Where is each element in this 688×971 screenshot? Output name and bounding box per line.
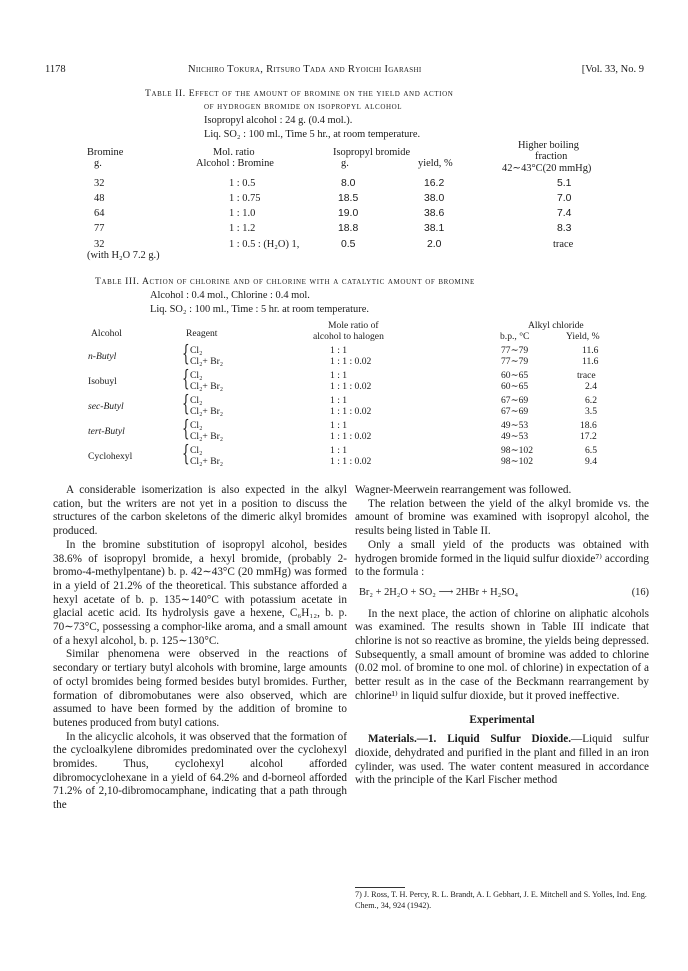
t2-header-isopropyl-g: g. (341, 158, 349, 169)
t2-cell-yield: 38.0 (424, 193, 445, 204)
table-2-note2: Liq. SO₂ : 100 ml., Time 5 hr., at room temperature. (204, 129, 421, 140)
paragraph: Wagner-Meerwein rearrangement was followed. (355, 484, 572, 496)
paragraph: In the next place, the action of chlorine on aliphatic alcohols was examined. The results shown in Table III indicate that chlorine is not so reactive as bromine, the yields being depressed. Subsequently, a small amount of bromine was added to chlorine (0.02 mol. of bromine to one mol. of chlorine) in expectation of a better result as in the case of the Beckmann rearrangement by chlorine¹⁾ in liquid sulfur dioxide, but it proved ineffective. (355, 607, 649, 702)
brace-icon: { (182, 342, 190, 367)
t3-mole-ratio: 1 : 1 (330, 445, 348, 456)
equation-formula: Br₂ + 2H₂O + SO₂ ⟶ 2HBr + H₂SO₄ (359, 586, 519, 598)
t2-cell-higher: 5.1 (557, 178, 572, 189)
paragraph: A considerable isomerization is also expected in the alkyl cation, but the writers are not yet in a position to discuss the structures of the carbon skeletons of the dimeric alkyl bromides produced. (53, 484, 347, 538)
t2-header-higher1: Higher boiling (518, 140, 579, 151)
t3-bp: 67∼69 (501, 406, 529, 417)
t3-header-reagent: Reagent (186, 328, 218, 339)
t3-yield: 3.5 (585, 406, 597, 417)
brace-icon: { (182, 367, 190, 392)
t3-mole-ratio: 1 : 1 : 0.02 (330, 356, 372, 367)
t3-mole-ratio: 1 : 1 : 0.02 (330, 381, 372, 392)
t3-reagent: Cl₂+ Br₂ (190, 406, 224, 417)
t2-cell-higher: trace (553, 239, 574, 250)
footnote: 7) J. Ross, T. H. Percy, R. L. Brandt, A. I. Gebhart, J. E. Mitchell and S. Yolles, Ind. Eng. Chem., 34, 924 (1942). (355, 890, 647, 910)
t3-yield: 6.2 (585, 395, 597, 406)
t2-header-bromine-unit: g. (94, 158, 102, 169)
t2-cell-yield: 16.2 (424, 178, 445, 189)
t3-reagent: Cl₂ (190, 345, 203, 356)
t3-bp: 98∼102 (501, 456, 534, 467)
t3-bp: 67∼69 (501, 395, 529, 406)
t3-yield: 18.6 (580, 420, 597, 431)
t3-header-mole2: alcohol to halogen (313, 331, 384, 342)
t3-reagent: Cl₂ (190, 370, 203, 381)
table-2-note1: Isopropyl alcohol : 24 g. (0.4 mol.). (204, 115, 353, 126)
t2-header-mol-ratio: Mol. ratio (213, 147, 255, 158)
t3-alcohol: tert-Butyl (88, 426, 125, 437)
t3-reagent: Cl₂+ Br₂ (190, 456, 224, 467)
paragraph: Only a small yield of the products was obtained with hydrogen bromide formed in the liquid sulfur dioxide⁷⁾ according to the formula : (355, 538, 649, 579)
t3-mole-ratio: 1 : 1 (330, 345, 348, 356)
paragraph: In the bromine substitution of isopropyl alcohol, besides 38.6% of isopropyl bromide, a hexyl bromide, (probably 2-bromo-4-methylpentane) b. p. 42∼43°C (20 mmHg) was formed in a yield of 21.2% of the theoretical. This substance afforded a hexyl acetate of b. p. 135∼140°C with potassium acetate in glacial acetic acid. Its hydrolysis gave a hexene, C₆H₁₂, b. p. 70∼73°C, possessing a comphor-like aroma, and a small amount of a hexyl alcohol, b. p. 125∼130°C. (53, 538, 347, 647)
section-heading: Experimental (469, 713, 535, 726)
t3-bp: 60∼65 (501, 370, 529, 381)
t3-mole-ratio: 1 : 1 : 0.02 (330, 406, 372, 417)
t3-mole-ratio: 1 : 1 : 0.02 (330, 456, 372, 467)
materials-lead: Materials.—1. Liquid Sulfur Dioxide. (368, 733, 572, 746)
t2-cell-bromine: 48 (94, 193, 105, 204)
t2-cell-bromine: 32 (94, 239, 105, 250)
left-column (53, 484, 347, 813)
paragraph (355, 733, 649, 788)
paragraph: Similar phenomena were observed in the reactions of secondary or tertiary butyl alcohols with bromine, large amounts of octyl bromides being formed besides butyl bromides. Further, formation of dibromobutanes were also observed, which are assumed to have been formed by the addition of bromine to butenes produced from butyl cations. (53, 648, 347, 729)
t2-cell-higher: 7.4 (557, 208, 572, 219)
equation-number: (16) (631, 586, 649, 598)
t2-cell-bromine: 64 (94, 208, 105, 219)
t3-bp: 60∼65 (501, 381, 529, 392)
right-column (355, 484, 649, 788)
t2-cell-yield: 38.6 (424, 208, 445, 219)
t2-cell-g: 18.8 (338, 223, 359, 234)
t2-row-note: (with H₂O 7.2 g.) (87, 250, 160, 261)
t2-header-bromine: Bromine (87, 147, 124, 158)
brace-icon: { (182, 442, 190, 467)
t2-cell-bromine: 32 (94, 178, 105, 189)
t2-cell-bromine: 77 (94, 223, 105, 234)
t2-cell-ratio: 1 : 0.5 : (H₂O) 1, (229, 239, 300, 250)
t2-cell-ratio: 1 : 1.2 (229, 223, 256, 234)
brace-icon: { (182, 417, 190, 442)
t3-alcohol: n-Butyl (88, 351, 117, 362)
t3-yield: 11.6 (582, 356, 599, 367)
t3-mole-ratio: 1 : 1 (330, 395, 348, 406)
t2-header-higher3: 42∼43°C(20 mmHg) (502, 163, 592, 174)
table-2-caption-line2: of hydrogen bromide on isopropyl alcohol (204, 101, 403, 112)
t2-cell-g: 19.0 (338, 208, 359, 219)
t3-header-bp: b.p., °C (500, 331, 530, 342)
table-3-caption: Table III. Action of chlorine and of chlorine with a catalytic amount of bromine (95, 276, 475, 287)
t3-bp: 77∼79 (501, 356, 529, 367)
t2-header-isopropyl: Isopropyl bromide (333, 147, 411, 158)
t3-alcohol: Isobuyl (88, 376, 117, 387)
t2-cell-g: 18.5 (338, 193, 359, 204)
t2-cell-g: 8.0 (341, 178, 356, 189)
t2-header-mol-ratio-sub: Alcohol : Bromine (196, 158, 274, 169)
t2-cell-yield: 38.1 (424, 223, 445, 234)
t3-yield: trace (577, 370, 596, 381)
volume-info: [Vol. 33, No. 9 (581, 64, 644, 75)
t3-bp: 77∼79 (501, 345, 529, 356)
paragraph: The relation between the yield of the alkyl bromide vs. the amount of bromine was examined with isopropyl alcohol, the results being listed in Table II. (355, 497, 649, 538)
t3-yield: 2.4 (585, 381, 597, 392)
paragraph: In the alicyclic alcohols, it was observed that the formation of the cycloalkylene dibromides predominated over the cyclohexyl bromides. Thus, cyclohexyl alcohol afforded dibromocyclohexane in a yield of 64.2% and d-borneol afforded 71.2% of 2,10-dibromocamphane, indicating that a path through the (53, 730, 347, 812)
t3-header-alkyl: Alkyl chloride (528, 320, 584, 331)
t3-yield: 11.6 (582, 345, 599, 356)
t3-alcohol: sec-Butyl (88, 401, 124, 412)
running-authors: Niichiro Tokura, Ritsuro Tada and Ryoichi Igarashi (188, 64, 422, 75)
t3-yield: 9.4 (585, 456, 597, 467)
t3-bp: 49∼53 (501, 420, 529, 431)
t3-bp: 98∼102 (501, 445, 534, 456)
equation-16 (355, 586, 649, 600)
t3-bp: 49∼53 (501, 431, 529, 442)
t3-reagent: Cl₂ (190, 395, 203, 406)
t3-alcohol: Cyclohexyl (88, 451, 133, 462)
t2-cell-ratio: 1 : 1.0 (229, 208, 256, 219)
page-number: 1178 (45, 64, 66, 75)
t3-reagent: Cl₂+ Br₂ (190, 381, 224, 392)
t3-header-mole1: Mole ratio of (328, 320, 379, 331)
t3-reagent: Cl₂ (190, 445, 203, 456)
materials-text: —Liquid sulfur dioxide, dehydrated and purified in the plant and filled in an iron cylinder, was used. The water content measured in accordance with the principle of the Karl Fischer method (355, 733, 649, 787)
t3-header-yield: Yield, % (566, 331, 600, 342)
t2-cell-g: 0.5 (341, 239, 356, 250)
t2-cell-higher: 8.3 (557, 223, 572, 234)
t2-cell-yield: 2.0 (427, 239, 442, 250)
t3-mole-ratio: 1 : 1 (330, 370, 348, 381)
table-3-note1: Alcohol : 0.4 mol., Chlorine : 0.4 mol. (150, 290, 310, 301)
t3-yield: 6.5 (585, 445, 597, 456)
table-2-caption-line1: Table II. Effect of the amount of bromine on the yield and action (145, 88, 454, 99)
t3-mole-ratio: 1 : 1 : 0.02 (330, 431, 372, 442)
footnote-divider (355, 887, 405, 888)
brace-icon: { (182, 392, 190, 417)
t3-header-alcohol: Alcohol (91, 328, 122, 339)
t3-yield: 17.2 (580, 431, 597, 442)
t2-header-higher2: fraction (535, 151, 568, 162)
t2-cell-higher: 7.0 (557, 193, 572, 204)
t2-header-isopropyl-yield: yield, % (418, 158, 453, 169)
t3-mole-ratio: 1 : 1 (330, 420, 348, 431)
t2-cell-ratio: 1 : 0.5 (229, 178, 256, 189)
t3-reagent: Cl₂+ Br₂ (190, 431, 224, 442)
t3-reagent: Cl₂ (190, 420, 203, 431)
table-3-note2: Liq. SO₂ : 100 ml., Time : 5 hr. at room temperature. (150, 304, 369, 315)
t2-cell-ratio: 1 : 0.75 (229, 193, 261, 204)
t3-reagent: Cl₂+ Br₂ (190, 356, 224, 367)
